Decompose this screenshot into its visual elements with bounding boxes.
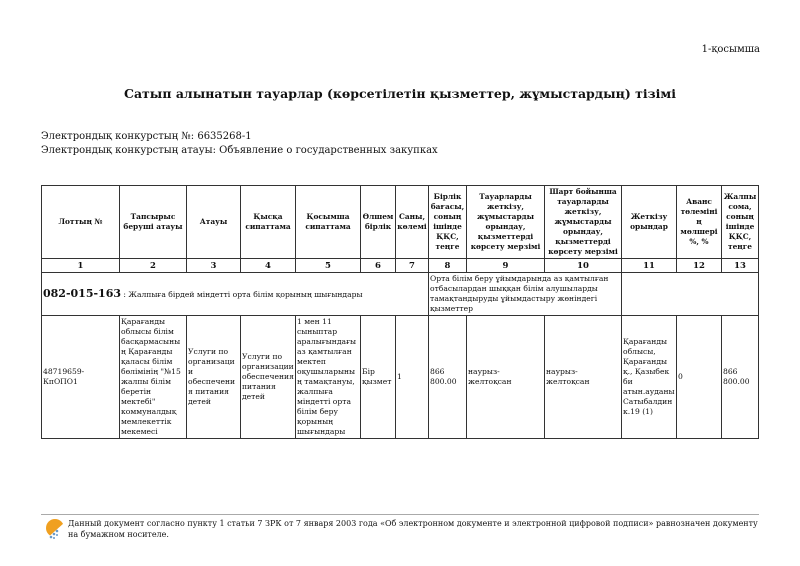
column-number: 6 — [361, 259, 396, 273]
extra-description: 1 мен 11 сыныптар аралығындағы аз қамтылған мектеп оқушыларының тамақтануы, жалпыға міндетті орта білім беру қорының шығындары — [296, 316, 361, 439]
budget-code-cell — [42, 273, 429, 316]
header-cell: Бірлік бағасы, соның ішінде ҚҚС, теңге — [429, 186, 467, 259]
header-cell: Атауы — [187, 186, 241, 259]
delivery-term: наурыз-желтоқсан — [467, 316, 545, 439]
header-cell: Қысқа сипаттама — [241, 186, 296, 259]
e-gov-sun-logo-icon — [42, 518, 66, 542]
column-number: 1 — [42, 259, 120, 273]
column-number: 11 — [622, 259, 677, 273]
item-name: Услуги по организации обеспечения питания детей — [187, 316, 241, 439]
delivery-place: Қарағанды облысы, Қарағанды қ., Қазыбек би атын.ауданы Сатыбалдин к.19 (1) — [622, 316, 677, 439]
header-cell: Өлшем бірлік — [361, 186, 396, 259]
tender-info — [41, 130, 438, 158]
column-number: 2 — [120, 259, 187, 273]
column-number: 13 — [722, 259, 759, 273]
customer-name: Қарағанды облысы білім басқармасының Қарағанды қаласы білім бөлімінің "№15 жалпы білім беретін мектебі" коммуналдық мемлекеттік мекемесі — [120, 316, 187, 439]
header-cell: Шарт бойынша тауарларды жеткізу, жұмыстарды орындау, қызметтерді көрсету мерзімі — [545, 186, 622, 259]
header-cell: Жалпы сома, соның ішінде ҚҚС, теңге — [722, 186, 759, 259]
budget-code: 082-015-163 — [43, 286, 122, 300]
header-cell: Лоттың № — [42, 186, 120, 259]
column-number: 12 — [677, 259, 722, 273]
tender-number: 6635268-1 — [197, 131, 252, 142]
column-number: 7 — [396, 259, 429, 273]
quantity: 1 — [396, 316, 429, 439]
unit-price: 866 800.00 — [429, 316, 467, 439]
table-row — [42, 316, 759, 439]
tender-name-label: Электрондық конкурстың атауы: — [41, 145, 216, 156]
footer-disclaimer: Данный документ согласно пункту 1 статьи 7 ЗРК от 7 января 2003 года «Об электронном документе и электронной цифровой подписи» равнозначен документу на бумажном носителе. — [68, 519, 758, 539]
header-cell: Қосымша сипаттама — [296, 186, 361, 259]
header-cell: Жеткізу орындар — [622, 186, 677, 259]
contract-term: наурыз-желтоқсан — [545, 316, 622, 439]
budget-separator: : — [121, 289, 129, 299]
unit: Бір қызмет — [361, 316, 396, 439]
column-number: 3 — [187, 259, 241, 273]
header-cell: Тапсырыс беруші атауы — [120, 186, 187, 259]
budget-name: Жалпыға бірдей міндетті орта білім қорының шығындары — [128, 289, 363, 299]
annex-label: 1-қосымша — [701, 44, 760, 55]
advance-payment: 0 — [677, 316, 722, 439]
column-number: 9 — [467, 259, 545, 273]
header-row — [42, 186, 759, 259]
column-number: 5 — [296, 259, 361, 273]
header-cell: Тауарларды жеткізу, жұмыстарды орындау, қызметтерді көрсету мерзімі — [467, 186, 545, 259]
column-number-row — [42, 259, 759, 273]
budget-group-row — [42, 273, 759, 316]
budget-empty-cell — [622, 273, 759, 316]
column-number: 4 — [241, 259, 296, 273]
items-table — [41, 185, 759, 439]
lot-number: 48719659-КпОПО1 — [42, 316, 120, 439]
header-cell: Аванс төлемінің мөлшері %, % — [677, 186, 722, 259]
footer-divider — [41, 514, 759, 515]
column-number: 10 — [545, 259, 622, 273]
short-description: Услуги по организации обеспечения питания детей — [241, 316, 296, 439]
budget-specifics: Орта білім беру ұйымдарында аз қамтылған отбасылардан шыққан білім алушыларды тамақтандыруды ұйымдастыру жөніндегі қызметтер — [429, 273, 622, 316]
tender-name-line — [41, 144, 438, 158]
tender-name: Объявление о государственных закупках — [219, 145, 438, 156]
column-number: 8 — [429, 259, 467, 273]
tender-number-label: Электрондық конкурстың №: — [41, 131, 195, 142]
header-cell: Саны, көлемі — [396, 186, 429, 259]
tender-number-line — [41, 130, 438, 144]
total-amount: 866 800.00 — [722, 316, 759, 439]
page-title: Сатып алынатын тауарлар (көрсетілетін қызметтер, жұмыстардың) тізімі — [124, 86, 676, 101]
